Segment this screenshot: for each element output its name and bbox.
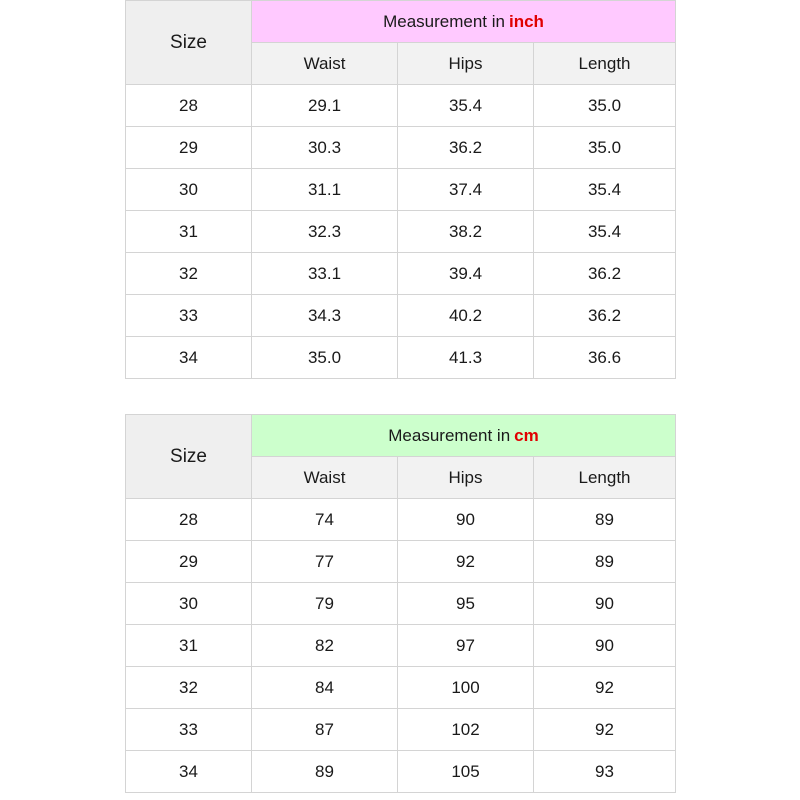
hips-cell: 92 [398,541,534,583]
length-cell: 93 [534,751,676,793]
measurement-title-cm [252,415,676,457]
waist-cell: 31.1 [252,169,398,211]
waist-cell: 32.3 [252,211,398,253]
title-prefix: Measurement in [388,425,511,445]
size-cell: 33 [126,709,252,751]
table-row [126,709,676,751]
waist-cell: 79 [252,583,398,625]
size-cell: 30 [126,583,252,625]
size-cell: 28 [126,499,252,541]
table-row [126,667,676,709]
hips-cell: 105 [398,751,534,793]
hips-cell: 39.4 [398,253,534,295]
waist-cell: 87 [252,709,398,751]
unit-label: inch [508,11,544,31]
length-cell: 92 [534,667,676,709]
waist-cell: 34.3 [252,295,398,337]
waist-cell: 33.1 [252,253,398,295]
size-cell: 31 [126,625,252,667]
column-header-length: Length [534,457,676,499]
table-row [126,127,676,169]
waist-cell: 74 [252,499,398,541]
waist-cell: 82 [252,625,398,667]
waist-cell: 30.3 [252,127,398,169]
title-prefix: Measurement in [383,11,505,31]
table-row [126,211,676,253]
size-cell: 29 [126,541,252,583]
column-header-hips: Hips [398,457,534,499]
length-cell: 35.0 [534,85,676,127]
length-cell: 35.4 [534,169,676,211]
size-header: Size [126,415,252,499]
hips-cell: 95 [398,583,534,625]
table-row [126,583,676,625]
measurement-title-inch [252,1,676,43]
hips-cell: 97 [398,625,534,667]
length-cell: 36.2 [534,253,676,295]
length-cell: 89 [534,541,676,583]
length-cell: 36.6 [534,337,676,379]
waist-cell: 89 [252,751,398,793]
size-cell: 34 [126,337,252,379]
waist-cell: 77 [252,541,398,583]
length-cell: 90 [534,583,676,625]
size-cell: 28 [126,85,252,127]
hips-cell: 35.4 [398,85,534,127]
hips-cell: 90 [398,499,534,541]
column-header-length: Length [534,43,676,85]
length-cell: 36.2 [534,295,676,337]
length-cell: 92 [534,709,676,751]
column-header-hips: Hips [398,43,534,85]
waist-cell: 35.0 [252,337,398,379]
size-cell: 33 [126,295,252,337]
column-header-waist: Waist [252,457,398,499]
hips-cell: 37.4 [398,169,534,211]
size-cell: 32 [126,667,252,709]
table-row [126,169,676,211]
size-header: Size [126,1,252,85]
size-cell: 34 [126,751,252,793]
unit-label: cm [514,425,539,445]
length-cell: 89 [534,499,676,541]
column-header-waist: Waist [252,43,398,85]
length-cell: 35.4 [534,211,676,253]
table-row [126,85,676,127]
size-cell: 31 [126,211,252,253]
table-row [126,253,676,295]
length-cell: 35.0 [534,127,676,169]
table-row [126,625,676,667]
waist-cell: 84 [252,667,398,709]
hips-cell: 36.2 [398,127,534,169]
table-row [126,541,676,583]
waist-cell: 29.1 [252,85,398,127]
hips-cell: 100 [398,667,534,709]
hips-cell: 40.2 [398,295,534,337]
table-row [126,751,676,793]
size-cell: 32 [126,253,252,295]
table-row [126,295,676,337]
cm-size-table [125,414,676,793]
length-cell: 90 [534,625,676,667]
inch-size-table [125,0,676,379]
hips-cell: 38.2 [398,211,534,253]
size-cell: 30 [126,169,252,211]
table-row [126,499,676,541]
hips-cell: 41.3 [398,337,534,379]
size-cell: 29 [126,127,252,169]
table-row [126,337,676,379]
hips-cell: 102 [398,709,534,751]
